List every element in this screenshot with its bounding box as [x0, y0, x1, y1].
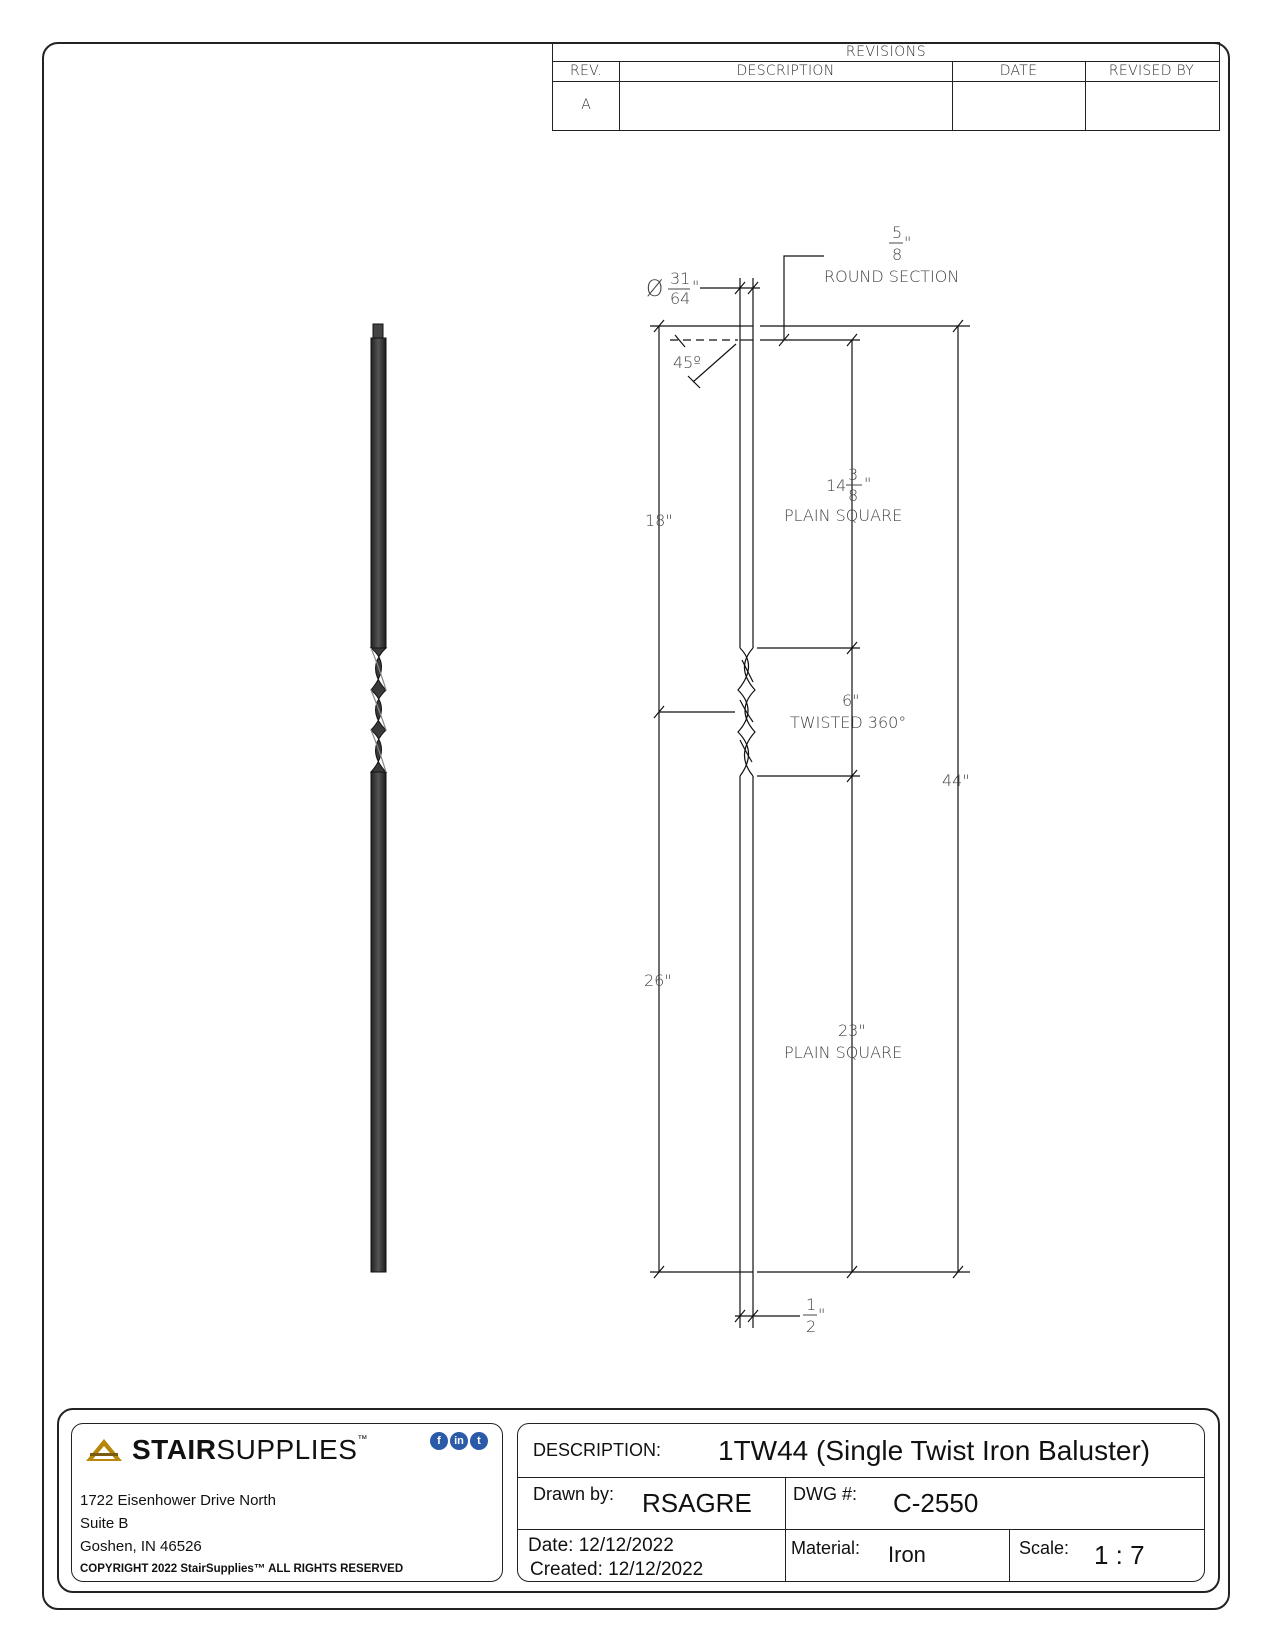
scale-value: 1 : 7 [1094, 1540, 1145, 1570]
round-section-numerator: 5 [892, 223, 903, 242]
twitter-icon[interactable]: t [470, 1432, 488, 1450]
created-text: Created: 12/12/2022 [530, 1559, 704, 1580]
address-line-3: Goshen, IN 46526 [80, 1538, 202, 1555]
brand-name: STAIRSUPPLIES™ [132, 1434, 368, 1465]
left-top-dimension: 18" [645, 511, 673, 530]
twist-length: 6" [842, 691, 860, 710]
dwg-value: C-2550 [893, 1488, 979, 1518]
copyright-notice: COPYRIGHT 2022 StairSupplies™ ALL RIGHTS RESERVED [80, 1563, 404, 1575]
facebook-icon[interactable]: f [430, 1432, 448, 1450]
chamfer-angle: 45º [673, 353, 701, 372]
square-denominator: 2 [806, 1317, 817, 1336]
dimension-labels [644, 223, 970, 1336]
elevation-view [650, 256, 970, 1328]
upper-plain-inch-mark: " [864, 474, 872, 493]
upper-plain-numerator: 3 [848, 465, 859, 484]
lower-plain-length: 23" [838, 1021, 866, 1040]
linkedin-icon[interactable]: in [450, 1432, 468, 1450]
lower-plain-label: PLAIN SQUARE [784, 1043, 903, 1062]
total-length: 44" [942, 771, 970, 790]
date-header: DATE [952, 61, 1085, 82]
square-numerator: 1 [806, 1295, 817, 1314]
left-bottom-dimension: 26" [644, 971, 672, 990]
stair-logo-icon [84, 1437, 124, 1463]
company-logo [84, 1433, 368, 1467]
diameter-symbol: Ø [646, 277, 664, 302]
description-value: 1TW44 (Single Twist Iron Baluster) [718, 1435, 1151, 1466]
material-label: Material: [791, 1538, 861, 1558]
upper-plain-denominator: 8 [848, 486, 859, 505]
baluster-render [371, 324, 386, 1272]
description-header: DESCRIPTION [619, 61, 952, 82]
upper-plain-label: PLAIN SQUARE [784, 506, 903, 525]
diameter-denominator: 64 [670, 289, 691, 308]
address-line-2: Suite B [80, 1515, 129, 1532]
diameter-inch-mark: " [692, 277, 700, 296]
round-section-label: ROUND SECTION [824, 267, 960, 286]
rev-header: REV. [553, 61, 619, 82]
drawn-by-label: Drawn by: [533, 1484, 615, 1504]
description-label: DESCRIPTION: [533, 1440, 662, 1460]
upper-plain-whole: 14 [826, 476, 847, 495]
revised-by-header: REVISED BY [1085, 61, 1218, 82]
twist-label: TWISTED 360° [790, 713, 907, 732]
date-text: Date: 12/12/2022 [528, 1535, 674, 1556]
revisions-title: REVISIONS [553, 43, 1219, 62]
square-inch-mark: " [818, 1305, 826, 1324]
rev-cell: A [581, 97, 591, 113]
dwg-label: DWG #: [793, 1484, 858, 1504]
drawn-by-value: RSAGRE [642, 1488, 752, 1518]
social-links[interactable] [430, 1432, 488, 1450]
scale-label: Scale: [1019, 1538, 1070, 1558]
diameter-numerator: 31 [670, 269, 691, 288]
material-value: Iron [888, 1542, 926, 1567]
round-section-denominator: 8 [892, 245, 903, 264]
address-line-1: 1722 Eisenhower Drive North [80, 1492, 276, 1509]
round-section-inch-mark: " [904, 233, 912, 252]
